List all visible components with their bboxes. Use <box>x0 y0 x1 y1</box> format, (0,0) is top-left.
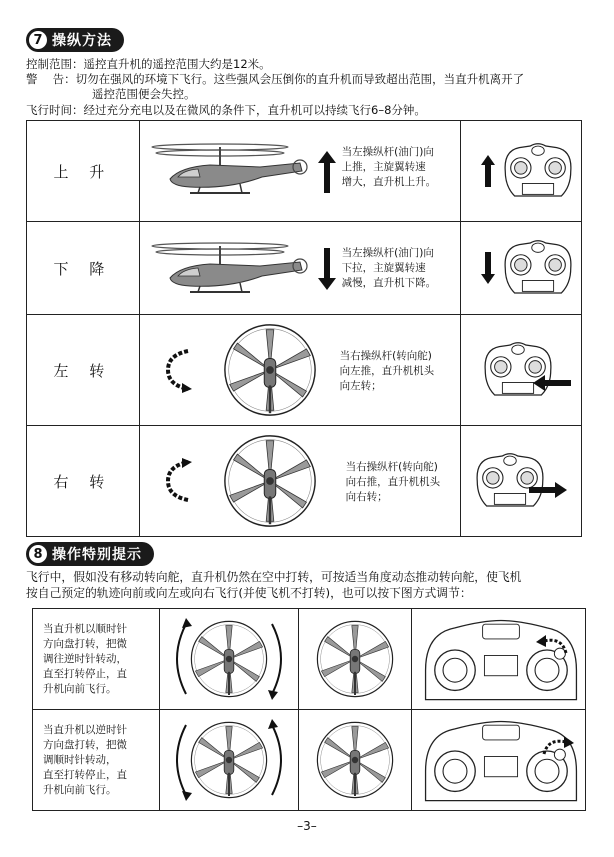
controller-top-icon <box>418 716 584 808</box>
control-range-text: 控制范围：遥控直升机的遥控范围大约是12米。 <box>26 57 271 71</box>
helicopter-top-icon <box>315 619 395 699</box>
tips-table <box>32 608 586 811</box>
rotate-counterclockwise-icon <box>164 347 192 393</box>
rotate-counterclockwise-icon <box>536 635 570 655</box>
desc-line: 减慢，直升机下降。 <box>341 277 437 289</box>
row-label-left: 左 转 <box>53 361 113 380</box>
tip-desc-clockwise <box>33 622 159 697</box>
arrow-up-icon <box>318 151 336 193</box>
desc-line: 当直升机以顺时针 <box>43 622 127 635</box>
desc-line: 向右转； <box>345 491 388 503</box>
row-label-right: 右 转 <box>53 472 113 491</box>
section-7-title: 操纵方法 <box>52 33 112 49</box>
arrow-down-icon <box>481 252 495 284</box>
table-row <box>27 315 582 426</box>
desc-line: 升机向前飞行。 <box>43 682 117 695</box>
section-8-number: 8 <box>29 545 47 563</box>
arrow-down-icon <box>318 248 336 290</box>
page-number: –3– <box>297 819 317 833</box>
arrow-left-icon <box>533 375 571 391</box>
helicopter-top-icon <box>222 433 318 529</box>
section-7-number: 7 <box>29 31 47 49</box>
table-row <box>33 609 586 710</box>
tips-intro-1: 飞行中，假如没有移动转向舵，直升机仍然在空中打转，可按适当角度动态推动转向舵，使飞机 <box>26 570 522 584</box>
helicopter-top-icon <box>222 322 318 418</box>
controller-icon <box>499 135 577 207</box>
helicopter-top-icon <box>315 720 395 800</box>
helicopter-top-icon <box>189 619 269 699</box>
desc-line: 上推，主旋翼转速 <box>341 161 426 173</box>
rotate-clockwise-icon <box>164 458 192 504</box>
flight-time-text: 飞行时间：经过充分充电以及在微风的条件下，直升机可以持续飞行6–8分钟。 <box>26 103 426 117</box>
desc-line: 方向盘打转，把微 <box>43 637 127 650</box>
desc-line: 方向盘打转，把微 <box>43 738 127 751</box>
desc-line: 调顺时针转动， <box>43 753 117 766</box>
row-label-up: 上 升 <box>53 162 113 181</box>
desc-line: 直至打转停止，直 <box>43 667 127 680</box>
controller-icon <box>471 445 549 517</box>
helicopter-side-icon <box>150 238 310 298</box>
tip-desc-counterclockwise <box>33 723 159 798</box>
warning-text-1: 警 告：切勿在强风的环境下飞行。这些强风会压倒你的直升机而导致超出范围，当直升机离开了 <box>26 72 525 86</box>
desc-line: 直至打转停止，直 <box>43 768 127 781</box>
table-row <box>27 121 582 222</box>
arrow-up-icon <box>481 155 495 187</box>
table-row <box>27 222 582 315</box>
controller-top-icon <box>418 615 584 707</box>
desc-line: 向左转； <box>339 380 382 392</box>
row-desc-up <box>342 145 437 190</box>
desc-line: 当直升机以逆时针 <box>43 723 127 736</box>
desc-line: 增大，直升机上升。 <box>341 176 437 188</box>
arrow-right-icon <box>529 482 567 498</box>
desc-line: 调往逆时针转动， <box>43 652 127 665</box>
desc-line: 当右操纵杆(转向舵) <box>339 350 432 362</box>
desc-line: 当左操纵杆(油门)向 <box>341 146 434 158</box>
tips-intro-2: 按自己预定的轨迹向前或向左或向右飞行(并使飞机不打转)，也可以按下图方式调节： <box>26 586 472 600</box>
desc-line: 向左推，直升机机头 <box>339 365 435 377</box>
section-8-header <box>26 542 154 566</box>
desc-line: 当左操纵杆(油门)向 <box>341 247 434 259</box>
desc-line: 向右推，直升机机头 <box>345 476 441 488</box>
row-desc-down <box>342 246 437 291</box>
table-row <box>33 710 586 811</box>
warning-text-2: 遥控范围便会失控。 <box>92 87 196 101</box>
desc-line: 下拉，主旋翼转速 <box>341 262 426 274</box>
operation-table <box>26 120 582 537</box>
rotate-clockwise-icon <box>540 736 574 756</box>
controller-icon <box>479 334 557 406</box>
desc-line: 当右操纵杆(转向舵) <box>345 461 438 473</box>
controller-icon <box>499 232 577 304</box>
table-row <box>27 426 582 537</box>
row-label-down: 下 降 <box>53 259 113 278</box>
section-8-title: 操作特别提示 <box>52 547 142 563</box>
row-desc-right <box>346 460 441 505</box>
desc-line: 升机向前飞行。 <box>43 783 117 796</box>
helicopter-side-icon <box>150 139 310 199</box>
helicopter-top-icon <box>189 720 269 800</box>
section-7-header <box>26 28 124 52</box>
row-desc-left <box>340 349 435 394</box>
